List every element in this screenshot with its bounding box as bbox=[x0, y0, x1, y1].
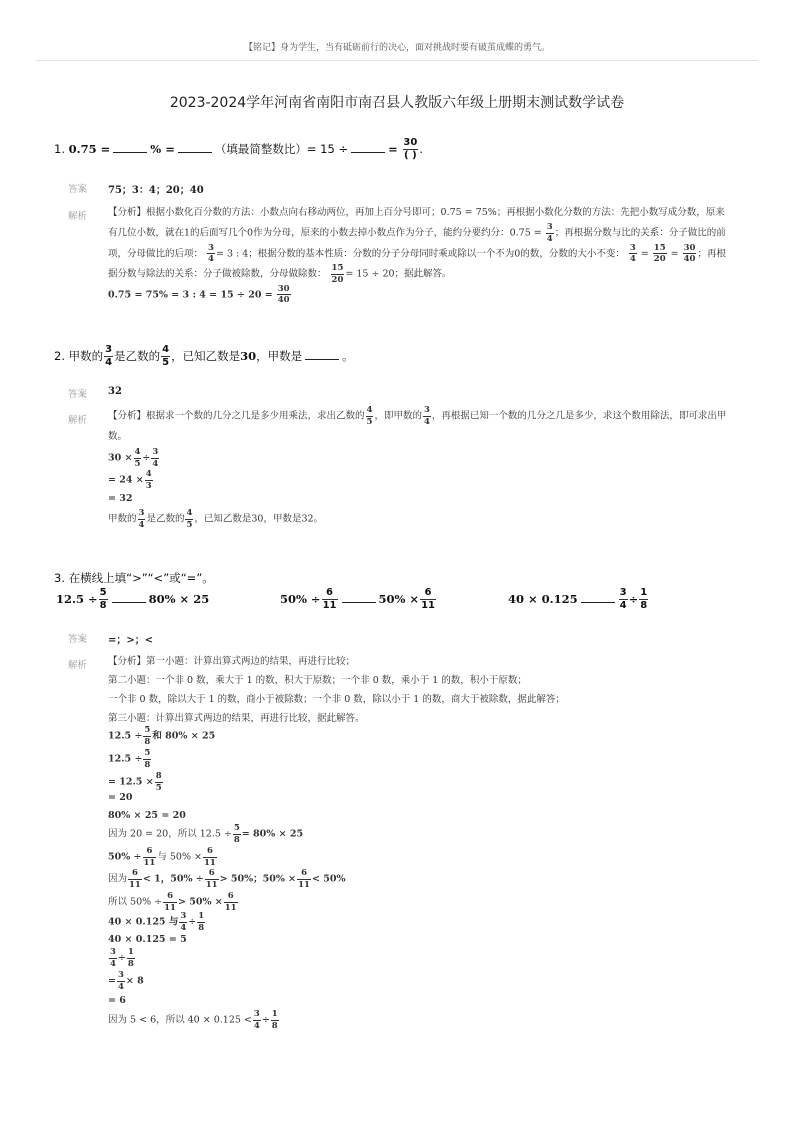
step-frac bbox=[143, 726, 151, 746]
q1-frac-den[interactable]: ( ) bbox=[404, 150, 417, 161]
q2-mid-2: ，已知乙数是 bbox=[171, 349, 241, 363]
q3-analysis-label: 解析 bbox=[68, 660, 88, 671]
frac-num: 3 bbox=[105, 344, 113, 355]
expr-text: 50% × bbox=[378, 592, 420, 606]
q1-answer-label: 答案 bbox=[68, 184, 88, 195]
expr-frac bbox=[99, 588, 108, 611]
q2-analysis-frac-2 bbox=[423, 406, 431, 426]
step-frac bbox=[205, 869, 219, 889]
step-frac bbox=[253, 1010, 261, 1030]
frac-num: 6 bbox=[227, 891, 234, 901]
step-text: = 24 × bbox=[108, 474, 144, 486]
frac-num: 4 bbox=[366, 405, 373, 415]
q1-analysis-frac-2 bbox=[207, 244, 215, 264]
step-text: ，已知乙数是30，甲数是32。 bbox=[194, 513, 324, 525]
frac-den: 8 bbox=[640, 600, 648, 611]
frac-num: 3 bbox=[253, 1009, 260, 1019]
q2-mid-1: 是乙数的 bbox=[114, 349, 161, 363]
page-title: 2023-2024学年河南省南阳市南召县人教版六年级上册期末测试数学试卷 bbox=[169, 95, 625, 111]
frac-den: 11 bbox=[224, 902, 237, 913]
q3-step-1 bbox=[108, 726, 215, 746]
frac-num: 15 bbox=[331, 263, 344, 273]
step-frac bbox=[203, 847, 217, 867]
frac-num: 30 bbox=[683, 242, 696, 253]
frac-den: 5 bbox=[162, 357, 170, 368]
frac-num: 6 bbox=[167, 891, 173, 901]
frac-num: 5 bbox=[144, 748, 151, 758]
q3-step-2 bbox=[108, 749, 152, 769]
frac-num: 4 bbox=[186, 508, 193, 518]
step-text: 30 × bbox=[108, 452, 133, 464]
expr-frac bbox=[420, 588, 436, 611]
frac-num: 1 bbox=[640, 587, 648, 598]
frac-num: 1 bbox=[127, 947, 134, 957]
question-1-stem bbox=[54, 138, 423, 161]
frac-den: 4 bbox=[423, 416, 430, 427]
frac-den: 8 bbox=[198, 922, 205, 933]
q3-answer: =；>；< bbox=[108, 635, 154, 646]
frac-num: 30 bbox=[277, 283, 290, 294]
frac-den: 11 bbox=[298, 879, 310, 890]
q3-step-4: = 20 bbox=[108, 792, 133, 803]
step-text: ÷ bbox=[117, 952, 126, 964]
frac-num: 5 bbox=[99, 587, 107, 598]
q2-frac-2 bbox=[161, 345, 170, 368]
step-op: ÷ bbox=[142, 452, 151, 464]
frac-num: 3 bbox=[180, 911, 187, 921]
expr-text: 50% ÷ bbox=[280, 592, 321, 606]
step-text: 是乙数的 bbox=[146, 513, 185, 525]
q3-step-12 bbox=[108, 948, 136, 968]
q3-analysis-line-4: 第三小题：计算出算式两边的结果，再进行比较，据此解答。 bbox=[108, 713, 365, 724]
frac-num: 3 bbox=[629, 242, 636, 253]
q1-analysis-label: 解析 bbox=[68, 211, 88, 222]
q3-step-3 bbox=[108, 772, 164, 792]
expr-text: 40 × 0.125 bbox=[508, 592, 578, 606]
q2-mid-3: ，甲数是 bbox=[256, 349, 303, 363]
step-text: 12.5 ÷ bbox=[108, 730, 143, 742]
q2-step-3: = 32 bbox=[108, 493, 133, 504]
step-text: = 12.5 × bbox=[108, 776, 154, 788]
q2-analysis-intro bbox=[108, 406, 728, 447]
frac-den: 8 bbox=[233, 834, 240, 845]
header-motto: 【铭记】身为学生，当有砥砺前行的决心，面对挑战时要有破茧成蝶的勇气。 bbox=[243, 43, 550, 53]
q3-step-11: 40 × 0.125 = 5 bbox=[108, 934, 187, 945]
q2-prefix: 2. 甲数的 bbox=[54, 349, 104, 363]
q1-analysis-frac-5 bbox=[683, 244, 697, 264]
q1-part-c: （填最简整数比）= 15 ÷ bbox=[214, 142, 349, 156]
frac-num: 4 bbox=[145, 469, 152, 479]
q1-part-b: % = bbox=[150, 142, 175, 156]
step-frac bbox=[179, 912, 187, 932]
q3-step-15 bbox=[108, 1010, 280, 1030]
q3-step-6 bbox=[108, 824, 303, 844]
q2-step-1 bbox=[108, 448, 160, 468]
frac-den: 11 bbox=[143, 857, 156, 868]
frac-den: 8 bbox=[144, 736, 151, 747]
frac-num: 5 bbox=[233, 823, 240, 833]
frac-den: 4 bbox=[253, 1020, 260, 1031]
frac-den: 4 bbox=[152, 458, 159, 469]
step-frac bbox=[109, 948, 117, 968]
q1-analysis-frac-1 bbox=[546, 223, 554, 243]
frac-num: 3 bbox=[423, 405, 430, 415]
frac-den: 5 bbox=[366, 416, 373, 427]
frac-den: 11 bbox=[322, 600, 337, 611]
q2-number: 30 bbox=[240, 349, 257, 363]
frac-num: 3 bbox=[152, 447, 159, 457]
frac-num: 6 bbox=[326, 587, 334, 598]
step-frac bbox=[297, 869, 311, 889]
step-text: 因为 5 < 6，所以 40 × 0.125 < bbox=[108, 1014, 252, 1026]
q1-part-a: 0.75 = bbox=[68, 142, 111, 156]
q3-step-7 bbox=[108, 847, 218, 867]
frac-num: 6 bbox=[131, 868, 138, 878]
q3-step-14: = 6 bbox=[108, 995, 126, 1006]
frac-den: 5 bbox=[134, 458, 141, 469]
frac-den: 11 bbox=[203, 857, 216, 868]
frac-den: 8 bbox=[271, 1020, 278, 1031]
frac-num: 3 bbox=[110, 947, 116, 957]
step-frac bbox=[151, 448, 159, 468]
q3-answer-label: 答案 bbox=[68, 634, 88, 645]
q1-blank-3[interactable] bbox=[351, 142, 385, 153]
q1-blank-2[interactable] bbox=[178, 142, 212, 153]
q1-prefix: 1. bbox=[54, 142, 69, 156]
q3-step-5: 80% × 25 = 20 bbox=[108, 810, 186, 821]
frac-den: 5 bbox=[155, 782, 162, 793]
step-text: 与 50% × bbox=[157, 851, 202, 863]
frac-den: 8 bbox=[127, 958, 134, 969]
frac-den: 3 bbox=[145, 480, 152, 491]
frac-num: 3 bbox=[138, 508, 145, 518]
frac-num: 8 bbox=[155, 771, 162, 781]
step-text: = bbox=[108, 975, 116, 987]
frac-num: 4 bbox=[134, 447, 141, 457]
q2-analysis-label: 解析 bbox=[68, 415, 88, 426]
q3-blank-2[interactable] bbox=[342, 592, 376, 603]
q1-frac-num: 30 bbox=[403, 137, 418, 148]
step-text: 50% ÷ bbox=[108, 851, 142, 863]
q1-analysis-text-2: ；再根据分数与比的关系：分子做比的前项，分母做比的后项： bbox=[108, 227, 726, 259]
q3-analysis-line-2: 第二小题：一个非 0 数，乘大于 1 的数，积大于原数；一个非 0 数，乘小于 1 的数，积小于原数； bbox=[108, 675, 527, 686]
step-frac bbox=[138, 509, 146, 529]
step-frac bbox=[271, 1010, 279, 1030]
q1-analysis-frac-4 bbox=[653, 244, 667, 264]
frac-num: 15 bbox=[653, 242, 666, 253]
q1-answer: 75；3：4；20；40 bbox=[108, 185, 204, 196]
q3-step-10 bbox=[108, 912, 206, 932]
q2-analysis-frac-1 bbox=[366, 406, 374, 426]
q3-step-13 bbox=[108, 971, 144, 991]
frac-num: 5 bbox=[144, 725, 151, 735]
q1-analysis-result: 0.75 = 75% = 3 : 4 = 15 ÷ 20 = bbox=[108, 289, 273, 300]
frac-den: 4 bbox=[138, 519, 145, 530]
step-text: < 1，50% ÷ bbox=[142, 873, 204, 885]
q1-analysis-frac-3 bbox=[629, 244, 637, 264]
step-text: < 50% bbox=[311, 873, 346, 885]
frac-num: 3 bbox=[546, 222, 553, 232]
q2-frac-1 bbox=[104, 345, 113, 368]
q2-analysis-text-3: ，再根据已知一个数的几分之几是多少，求这个数用除法，即可求出甲数。 bbox=[108, 410, 727, 442]
q2-blank[interactable] bbox=[305, 349, 339, 360]
q1-analysis: 【分析】根据小数化百分数的方法：小数点向右移动两位，再加上百分号即可；0.75 = 75%；再根据小数化分数的方法：先把小数写成分数，原来有几位小数，就在1的后面写几个0作为分母，原来的小数去掉小数点作为分子，能约分要约分：0.75 = $\frac{3}{4}$ ；再根据分数与比的关系：分子做比的前项，分母做比的后项： $\frac{3}{4}$ = 3 : 4；根据分数的基本性质：分数的分子分母同时乘或除以一个不为0的数，分数的大小不变： $\frac{3}{4}$ = $\frac{15}{20}$ = $\frac{30}{40}$ ；再根据分数与除法的关系：分子做被除数，分母做除数： $\frac{15}{20}$ = 15 ÷ 20；据此解答。 0.75 = 75% = 3 : 4 = 15 ÷ 20 = $\frac{30}{40}$ bbox=[108, 207, 726, 305]
step-text: 和 80% × 25 bbox=[152, 730, 216, 742]
step-text: 40 × 0.125 与 bbox=[108, 916, 179, 928]
frac-den: 40 bbox=[683, 254, 696, 264]
frac-num: 3 bbox=[619, 587, 627, 598]
step-frac bbox=[224, 892, 238, 912]
q2-analysis-text-2: ，即甲数的 bbox=[374, 410, 422, 422]
q3-blank-3[interactable] bbox=[581, 592, 615, 603]
frac-den: 20 bbox=[331, 274, 344, 285]
q2-step-4 bbox=[108, 509, 323, 529]
frac-den: 20 bbox=[653, 254, 666, 264]
step-frac bbox=[145, 470, 153, 490]
q1-analysis-text-4: ；再根据分数与除法的关系：分子做被除数，分母做除数： bbox=[108, 248, 726, 280]
step-text: > 50% × bbox=[177, 896, 223, 908]
frac-den: 4 bbox=[546, 233, 553, 244]
frac-den: 4 bbox=[105, 357, 113, 368]
q3-analysis-line-3: 一个非 0 数，除以大于 1 的数，商小于被除数；一个非 0 数，除以小于 1 的数，商大于被除数，据此解答； bbox=[108, 694, 565, 705]
expr-frac bbox=[639, 588, 648, 611]
step-text: 因为 bbox=[108, 873, 128, 885]
step-frac bbox=[197, 912, 205, 932]
frac-den: 40 bbox=[277, 295, 290, 305]
q3-step-8 bbox=[108, 869, 346, 889]
step-text: 因为 20 = 20，所以 12.5 ÷ bbox=[108, 828, 232, 840]
q2-end: 。 bbox=[342, 349, 354, 363]
frac-den: 11 bbox=[421, 600, 435, 611]
expr-op: ÷ bbox=[628, 592, 639, 606]
frac-den: 4 bbox=[629, 254, 636, 264]
q2-analysis-text-1: 【分析】根据求一个数的几分之几是多少用乘法，求出乙数的 bbox=[108, 410, 365, 422]
frac-num: 6 bbox=[206, 846, 213, 856]
frac-num: 1 bbox=[271, 1009, 278, 1019]
step-text: 甲数的 bbox=[108, 513, 137, 525]
q3-blank-1[interactable] bbox=[112, 592, 146, 603]
step-text: ÷ bbox=[188, 916, 197, 928]
frac-num: 6 bbox=[424, 587, 432, 598]
step-text: > 50%；50% × bbox=[219, 873, 297, 885]
q1-analysis-text-3: = 3 : 4；根据分数的基本性质：分数的分子分母同时乘或除以一个不为0的数，分数的大小不变： bbox=[215, 248, 625, 259]
step-frac bbox=[155, 772, 163, 792]
q1-blank-1[interactable] bbox=[113, 142, 147, 153]
frac-num: 6 bbox=[146, 846, 153, 856]
step-frac bbox=[117, 971, 125, 991]
step-frac bbox=[163, 892, 177, 912]
q2-step-2 bbox=[108, 470, 154, 490]
expr-text: 12.5 ÷ bbox=[56, 592, 98, 606]
frac-den: 4 bbox=[110, 958, 116, 969]
frac-den: 4 bbox=[208, 254, 214, 264]
frac-num: 6 bbox=[208, 868, 215, 878]
q3-step-9 bbox=[108, 892, 239, 912]
q2-answer: 32 bbox=[108, 386, 122, 397]
frac-den: 4 bbox=[619, 600, 627, 611]
q3-expr-2 bbox=[280, 588, 437, 611]
q3-analysis-line-1: 【分析】第一小题：计算出算式两边的结果，再进行比较； bbox=[108, 656, 356, 667]
frac-num: 4 bbox=[162, 344, 170, 355]
q1-analysis-frac-7 bbox=[277, 285, 291, 305]
q1-analysis-text-5: = 15 ÷ 20；据此解答。 bbox=[345, 268, 452, 280]
step-frac bbox=[143, 749, 151, 769]
step-frac bbox=[128, 869, 142, 889]
step-text: × 8 bbox=[125, 975, 144, 987]
q1-fraction bbox=[402, 138, 418, 161]
frac-den: 8 bbox=[99, 600, 107, 611]
step-frac bbox=[127, 948, 135, 968]
question-3-stem: 3. 在横线上填“>”“<”或“=”。 bbox=[54, 571, 214, 585]
frac-den: 11 bbox=[164, 902, 176, 913]
q1-end: . bbox=[419, 142, 423, 156]
q3-expr-3 bbox=[508, 588, 649, 611]
frac-num: 3 bbox=[117, 970, 124, 980]
q1-analysis-frac-6 bbox=[331, 264, 345, 284]
step-text: 所以 50% ÷ bbox=[108, 896, 163, 908]
step-text: = 80% × 25 bbox=[241, 828, 304, 840]
expr-frac bbox=[322, 588, 338, 611]
header-divider bbox=[36, 60, 758, 61]
q1-analysis-text-1: 【分析】根据小数化百分数的方法：小数点向右移动两位，再加上百分号即可；0.75 = 75%；再根据小数化分数的方法：先把小数写成分数，原来有几位小数，就在1的后面写几个0作为分母，原来的小数去掉小数点作为分子，能约分要约分：0.75 = bbox=[108, 207, 725, 239]
question-2-stem bbox=[54, 345, 354, 368]
frac-den: 8 bbox=[144, 759, 151, 770]
expr-text: 80% × 25 bbox=[148, 592, 210, 606]
step-frac bbox=[134, 448, 142, 468]
frac-den: 11 bbox=[205, 879, 218, 890]
frac-den: 4 bbox=[180, 922, 187, 933]
step-text: ÷ bbox=[261, 1014, 270, 1026]
frac-den: 5 bbox=[186, 519, 193, 530]
q2-answer-label: 答案 bbox=[68, 389, 88, 400]
frac-den: 4 bbox=[117, 981, 124, 992]
step-text: 12.5 ÷ bbox=[108, 753, 143, 765]
q3-expr-1 bbox=[56, 588, 209, 611]
frac-num: 3 bbox=[208, 242, 214, 253]
step-frac bbox=[143, 847, 157, 867]
step-frac bbox=[233, 824, 241, 844]
frac-den: 11 bbox=[129, 879, 141, 890]
q1-part-d: = bbox=[388, 142, 398, 156]
frac-num: 1 bbox=[198, 911, 205, 921]
expr-frac bbox=[619, 588, 628, 611]
step-frac bbox=[185, 509, 193, 529]
frac-num: 6 bbox=[301, 868, 308, 878]
